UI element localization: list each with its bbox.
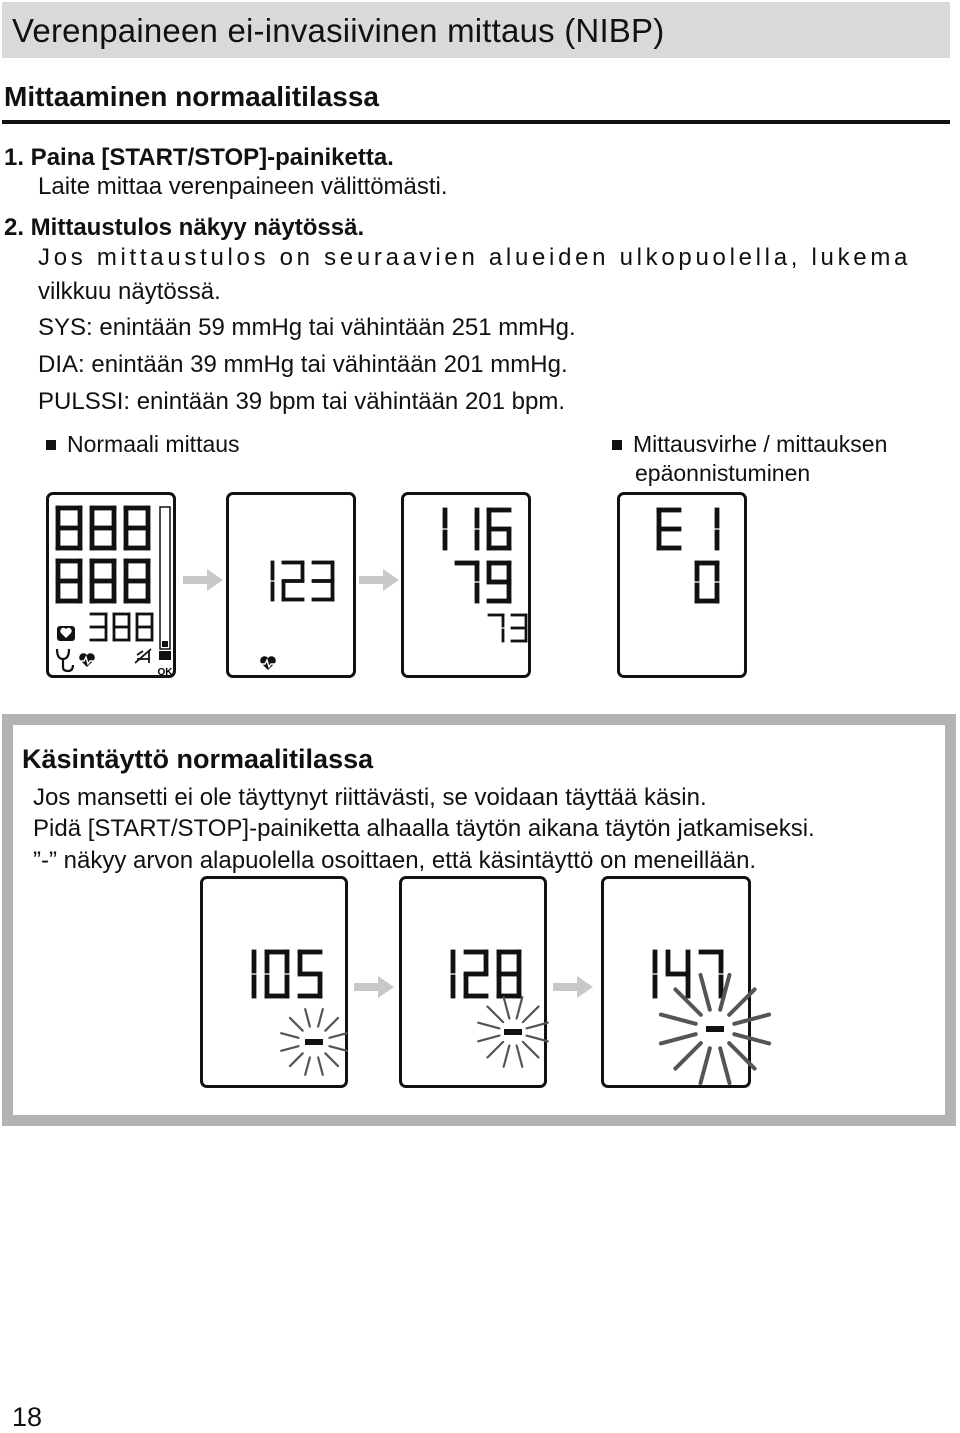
blink-ray — [329, 1046, 346, 1051]
lcd-segment — [497, 972, 522, 977]
blink-ray — [325, 1053, 338, 1066]
lcd-segment — [487, 580, 512, 585]
lcd-segment — [301, 561, 305, 581]
blink-ray — [527, 1036, 548, 1042]
lcd-digit — [475, 508, 480, 551]
blink-ray — [305, 1009, 310, 1026]
manual-inflation-title: Käsintäyttö normaalitilassa — [22, 744, 374, 774]
lcd-digit — [282, 561, 305, 602]
blink-ray — [517, 1046, 523, 1067]
blinking-dash-icon — [478, 997, 548, 1067]
lcd-segment — [136, 626, 154, 629]
bullet-icon — [612, 440, 622, 450]
lcd-manual-svg-1 — [203, 879, 351, 1091]
lcd-digit — [312, 561, 335, 602]
blink-ray — [675, 1043, 700, 1068]
blink-ray — [305, 1057, 310, 1074]
pressure-bar-level — [162, 641, 168, 647]
section-header — [2, 80, 950, 124]
lcd-segment — [151, 613, 154, 627]
lcd-digit — [271, 561, 275, 602]
blink-ray — [729, 989, 754, 1014]
lcd-segment — [715, 508, 720, 529]
lcd-pulse-value — [488, 614, 528, 643]
lcd-manual-value-2 — [451, 950, 522, 999]
manual-text-line: ”-” näkyy arvon alapuolella osoittaen, että käsintäyttö on meneillään. — [33, 847, 757, 874]
lcd-measuring-svg — [229, 495, 359, 681]
lcd-segment — [487, 561, 492, 582]
lcd-segment — [511, 640, 528, 643]
lcd-segment — [56, 582, 61, 604]
lcd-segment — [56, 506, 61, 528]
normal-measurement-text: Normaali mittaus — [67, 431, 240, 457]
lcd-segment — [56, 579, 83, 584]
step-2-text: vilkkuu näytössä. — [38, 278, 221, 305]
blink-ray — [488, 1007, 504, 1023]
lcd-digit — [298, 950, 323, 999]
dash-indicator — [305, 1039, 323, 1045]
lcd-error-value — [695, 561, 720, 604]
arrow-right-icon — [357, 567, 401, 593]
lcd-startup-row2 — [56, 559, 151, 604]
lcd-digit — [488, 614, 505, 643]
stethoscope-icon — [57, 649, 73, 671]
lcd-segment — [507, 530, 512, 551]
blink-ray — [504, 1046, 510, 1067]
lcd-segment — [112, 559, 117, 581]
lcd-segment — [475, 508, 480, 529]
lcd-segment — [657, 546, 682, 551]
lcd-segment — [136, 613, 139, 627]
lcd-segment — [124, 529, 129, 551]
blink-ray — [523, 1042, 539, 1058]
bullet-icon — [46, 440, 56, 450]
lcd-segment — [90, 506, 95, 528]
lcd-segment — [666, 950, 671, 974]
lcd-segment — [124, 559, 129, 581]
lcd-segment — [451, 975, 456, 999]
lcd-digit — [699, 950, 724, 999]
blink-ray — [523, 1007, 539, 1023]
lcd-segment — [146, 506, 151, 528]
lcd-digit — [653, 950, 658, 999]
arrow-right-icon — [181, 567, 225, 593]
cuff-indicator-icon — [159, 651, 171, 660]
blink-ray — [661, 1034, 696, 1043]
lcd-segment — [719, 950, 724, 974]
page-title-bar — [2, 2, 950, 58]
lcd-segment — [113, 613, 116, 627]
arrow-right-icon — [352, 974, 396, 1000]
lcd-digit — [511, 614, 528, 643]
lcd-segment — [695, 583, 700, 604]
lcd-startup-display — [46, 492, 176, 678]
lcd-segment — [657, 508, 662, 529]
lcd-sys-value — [443, 508, 512, 551]
lcd-startup-row1 — [56, 506, 151, 551]
lcd-segment — [715, 561, 720, 582]
lcd-segment — [285, 950, 290, 974]
blink-ray — [290, 1018, 303, 1031]
lcd-segment — [124, 526, 151, 531]
lcd-segment — [90, 529, 95, 551]
manual-text-line: Pidä [START/STOP]-painiketta alhaalla täytön aikana täytön jatkamiseksi. — [33, 815, 815, 842]
lcd-segment — [507, 561, 512, 582]
blink-ray — [281, 1046, 298, 1051]
lcd-segment — [695, 561, 700, 582]
blink-ray — [329, 1033, 346, 1038]
lcd-segment — [475, 530, 480, 551]
lcd-error-code — [657, 508, 720, 551]
error-label — [612, 431, 887, 458]
lcd-segment — [653, 950, 658, 974]
lcd-digit — [451, 950, 456, 999]
lcd-segment — [475, 561, 480, 582]
lcd-segment — [298, 950, 303, 974]
dia-range-text: DIA: enintään 39 mmHg tai vähintään 201 mmHg. — [38, 351, 568, 378]
lcd-manual-svg-2 — [402, 879, 550, 1091]
lcd-manual-svg-3 — [604, 879, 754, 1091]
lcd-digit — [464, 950, 489, 999]
lcd-segment — [90, 582, 95, 604]
lcd-manual-display-1 — [200, 876, 348, 1088]
lcd-digit — [136, 613, 154, 642]
section-title: Mittaaminen normaalitilassa — [4, 81, 380, 112]
blink-ray — [478, 1023, 499, 1029]
blink-ray — [701, 1048, 710, 1083]
lcd-segment — [265, 950, 270, 974]
dash-indicator — [706, 1026, 724, 1032]
blink-ray — [729, 1043, 754, 1068]
lcd-segment — [90, 526, 117, 531]
lcd-segment — [475, 583, 480, 604]
lcd-segment — [136, 628, 139, 642]
lcd-segment — [252, 975, 257, 999]
lcd-segment — [56, 529, 61, 551]
lcd-error-display — [617, 492, 747, 678]
lcd-digit — [715, 508, 720, 551]
lcd-digit — [657, 508, 682, 551]
lcd-digit — [695, 561, 720, 604]
lcd-digit — [113, 613, 131, 642]
lcd-digit — [56, 506, 83, 551]
lcd-digit — [455, 561, 480, 604]
lcd-segment — [487, 599, 512, 604]
blinking-dash-icon — [281, 1009, 347, 1075]
arrow-right-icon — [551, 974, 595, 1000]
lcd-segment — [78, 506, 83, 528]
blink-ray — [701, 975, 710, 1010]
ok-indicator: OK — [157, 667, 173, 678]
lcd-digit — [487, 561, 512, 604]
blink-ray — [720, 1048, 729, 1083]
lcd-segment — [487, 508, 492, 529]
lcd-segment — [451, 950, 456, 974]
lcd-manual-value-1 — [252, 950, 323, 999]
normal-measurement-label — [46, 431, 240, 458]
lcd-segment — [298, 994, 323, 999]
lcd-dia-value — [455, 561, 512, 604]
pressure-bar-icon — [160, 507, 170, 649]
lcd-segment — [312, 598, 335, 602]
lcd-segment — [252, 950, 257, 974]
lcd-segment — [271, 582, 275, 602]
error-label-line1: Mittausvirhe / mittauksen — [633, 431, 888, 457]
lcd-segment — [443, 508, 448, 529]
lcd-segment — [653, 975, 658, 999]
blink-ray — [290, 1053, 303, 1066]
lcd-segment — [113, 626, 131, 629]
lcd-digit — [265, 950, 290, 999]
step-2-text: Jos mittaustulos on seuraavien alueiden ulkopuolella, lukema — [38, 244, 912, 271]
blink-ray — [281, 1033, 298, 1038]
lcd-result-svg — [404, 495, 534, 681]
lcd-segment — [90, 639, 108, 642]
lcd-digit — [124, 559, 151, 604]
lcd-segment — [105, 613, 108, 627]
blink-ray — [504, 997, 510, 1018]
lcd-segment — [497, 950, 502, 974]
lcd-manual-value-3 — [653, 950, 724, 999]
movement-warning-icon — [135, 649, 151, 663]
step-1-text: Laite mittaa verenpaineen välittömästi. — [38, 173, 448, 200]
lcd-segment — [78, 559, 83, 581]
lcd-digit — [90, 506, 117, 551]
error-label-line2: epäonnistuminen — [635, 460, 811, 486]
step-1-heading: 1. Paina [START/STOP]-painiketta. — [4, 144, 394, 171]
lcd-segment — [497, 975, 502, 999]
lcd-segment — [90, 559, 95, 581]
lcd-digit — [90, 613, 108, 642]
blinking-dash-icon — [661, 975, 769, 1083]
lcd-segment — [124, 506, 129, 528]
lcd-segment — [525, 614, 528, 628]
lcd-digit — [487, 508, 512, 551]
lcd-result-display — [401, 492, 531, 678]
blink-ray — [325, 1018, 338, 1031]
lcd-segment — [271, 561, 275, 581]
lcd-startup-row3 — [90, 613, 154, 642]
lcd-segment — [282, 598, 305, 602]
lcd-segment — [90, 579, 117, 584]
lcd-segment — [112, 506, 117, 528]
lcd-segment — [686, 975, 691, 999]
lcd-error-svg — [620, 495, 750, 681]
lcd-segment — [464, 994, 489, 999]
lcd-segment — [128, 613, 131, 627]
lcd-digit — [56, 559, 83, 604]
blink-ray — [517, 997, 523, 1018]
lcd-manual-display-2 — [399, 876, 547, 1088]
lcd-segment — [265, 975, 270, 999]
blink-ray — [527, 1023, 548, 1029]
lcd-manual-display-3 — [601, 876, 751, 1088]
lcd-segment — [124, 582, 129, 604]
lcd-digit — [497, 950, 522, 999]
pulse-range-text: PULSSI: enintään 39 bpm tai vähintään 201 bpm. — [38, 388, 566, 415]
sys-range-text: SYS: enintään 59 mmHg tai vähintään 251 mmHg. — [38, 314, 576, 341]
lcd-segment — [443, 530, 448, 551]
lcd-segment — [502, 614, 505, 628]
lcd-segment — [484, 950, 489, 974]
blink-ray — [318, 1057, 323, 1074]
lcd-measuring-display — [226, 492, 356, 678]
lcd-segment — [686, 950, 691, 974]
blink-ray — [478, 1036, 499, 1042]
lcd-segment — [113, 628, 116, 642]
lcd-segment — [56, 559, 61, 581]
page-title: Verenpaineen ei-invasiivinen mittaus (NIBP) — [12, 12, 665, 49]
lcd-digit — [252, 950, 257, 999]
dash-indicator — [504, 1029, 522, 1035]
lcd-segment — [502, 629, 505, 643]
step-2-heading: 2. Mittaustulos näkyy näytössä. — [4, 214, 365, 241]
lcd-measuring-value — [271, 561, 335, 602]
lcd-digit — [443, 508, 448, 551]
blink-ray — [488, 1042, 504, 1058]
heart-frame-icon — [57, 626, 75, 641]
manual-text-line: Jos mansetti ei ole täyttynyt riittävästi, se voidaan täyttää käsin. — [33, 784, 707, 811]
lcd-segment — [517, 950, 522, 974]
blink-ray — [318, 1009, 323, 1026]
lcd-startup-svg — [49, 495, 179, 681]
blink-ray — [661, 1015, 696, 1024]
page-number: 18 — [12, 1402, 43, 1432]
lcd-digit — [124, 506, 151, 551]
lcd-segment — [331, 561, 335, 581]
lcd-segment — [56, 526, 83, 531]
lcd-digit — [90, 559, 117, 604]
lcd-segment — [146, 559, 151, 581]
lcd-segment — [715, 530, 720, 551]
lcd-segment — [124, 579, 151, 584]
